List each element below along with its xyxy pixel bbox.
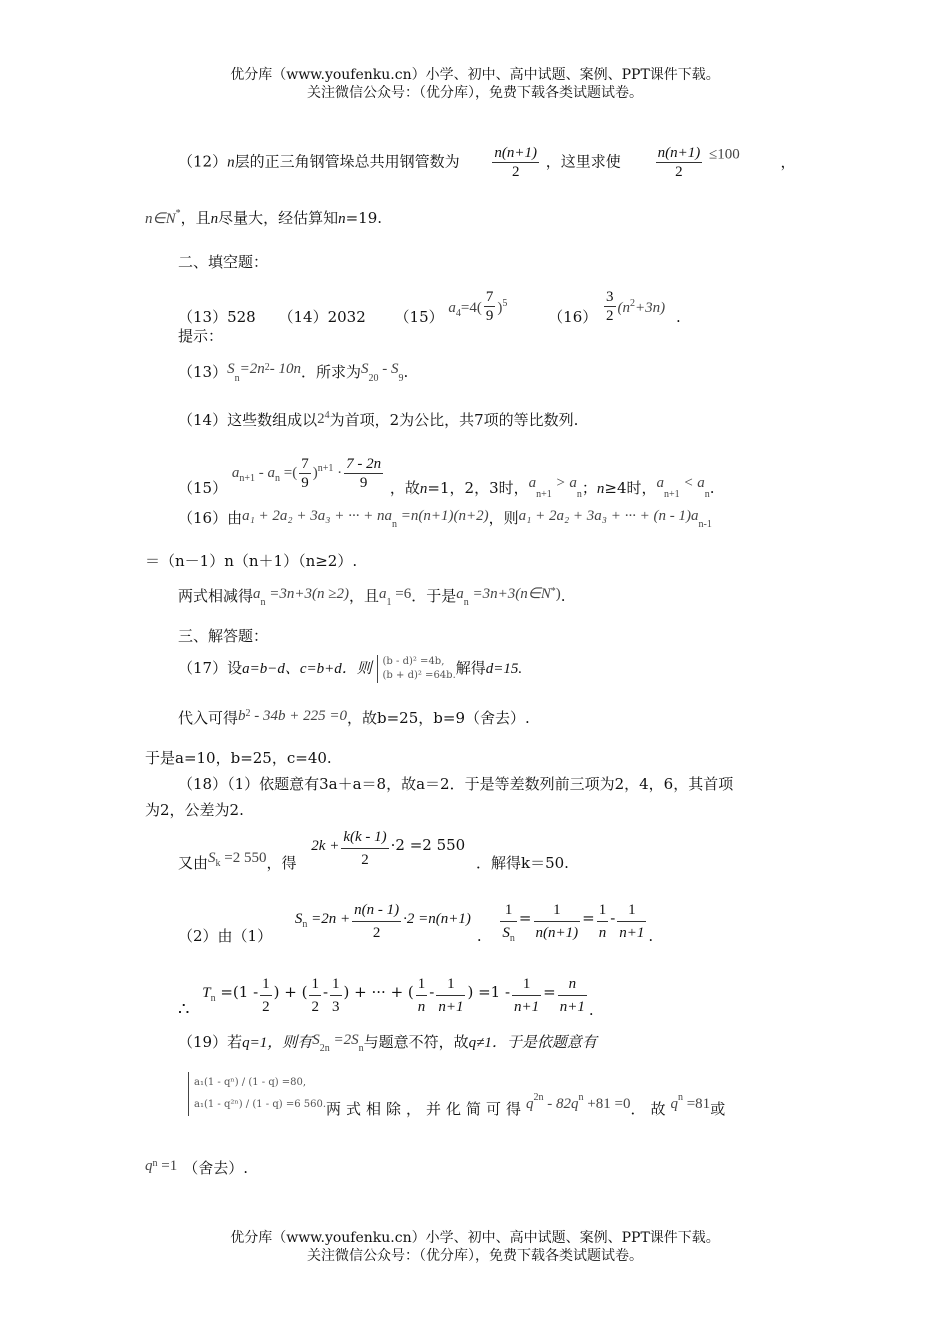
fraction: $\frac{7 - 2n}{9}$ bbox=[346, 456, 382, 491]
q18-T-sum: ∴ $T^n =(1$ - $\frac{1}{2}$ ) + ( $\frac{1}{2}$ - $\frac{1}{3}$ ) + ··· + ( $\frac{1}{n}$ - $\frac{1}{n+1}$ ) =1 - $\frac{1}{n+1}$ = $\frac{n}{n+1}$ . bbox=[178, 970, 594, 1018]
equation-system: a₁(1 - qⁿ) / (1 - q) =80, a₁(1 - q²ⁿ) / (1 - q) =6 560. bbox=[188, 1072, 326, 1116]
hint-16: （16）由a₁ + 2a₂ + 3a₃ + ··· + $na_n =n(n+1)(n+2)$，则a₁ + 2a₂ + 3a₃ + ··· + $(n - 1)a_{n-1}$ bbox=[178, 508, 712, 530]
q19-line-1: （19）若q=1，则有$S_{2n} =2S_n$与题意不符，故q≠1．于是依题意有 bbox=[178, 1032, 597, 1054]
problem-12-continued: n∈N*，且n尽量大，经估算知n=19. bbox=[145, 208, 383, 227]
header-line-2: 关注微信公众号：（优分库），免费下载各类试题试卷。 bbox=[307, 85, 643, 101]
fraction: $\frac{7}{9}$ bbox=[301, 456, 309, 491]
fraction: $\frac{k(k - 1)}{2}$ bbox=[341, 826, 388, 871]
fraction: $\frac{1}{2}$ bbox=[309, 973, 321, 1018]
q18-line-1: （18）（1）依题意有3a＋a＝8，故a＝2．于是等差数列前三项为2，4，6，其首项 bbox=[178, 775, 734, 793]
q18-sum-equation: 又由$S^k =2$ 550，得 2k + $\frac{k(k - 1)}{2}$ ·2 =2 550 ．解得k＝50. bbox=[178, 826, 569, 872]
fraction: $\frac{n(n+1)}{2}$ bbox=[494, 145, 538, 180]
footer-line-2: 关注微信公众号：（优分库），免费下载各类试题试卷。 bbox=[307, 1248, 643, 1264]
section-2-title: 二、填空题： bbox=[178, 253, 269, 271]
q17-final: 于是a=10，b=25，c=40. bbox=[145, 749, 332, 767]
hint-16-continued: ＝（n－1）n（n＋1）（n≥2）. bbox=[145, 552, 358, 570]
fraction: $\frac{n(n+1)}{2}$ bbox=[657, 145, 701, 180]
q17-line: （17）设a=b−d、c=b+d．则 (b - d)² =4b, (b + d)² =64b. 解得d=15. bbox=[178, 656, 523, 681]
fraction: $\frac{1}{S_n}$ bbox=[500, 899, 517, 950]
header-line-1: 优分库（www.youfenku.cn）小学、初中、高中试题、案例、PPT课件下载。 bbox=[230, 67, 720, 83]
hint-15: （15） $a^{n+1} - a^n$ =( $\frac{7}{9}$ )$^{n+1}$ · $\frac{7 - 2n}{9}$ ，故n=1，2，3时，$a_{n+1} > a_n$；n≥4时，$a_{n+1} < a_n$. bbox=[178, 456, 715, 500]
fraction: $\frac{1}{3}$ bbox=[330, 973, 342, 1018]
hint-title: 提示： bbox=[178, 327, 224, 345]
fill-answers-line: （13）528 （14）2032 （15） $a^4=4$( $\frac{7}{9}$ )$^5$ （16） $\frac{3}{2}$ $(n^2+3n)$ . bbox=[178, 289, 681, 326]
hint-16-subtract: 两式相减得$a_n =3n+3(n \ge 2)$，且$a_1 =6$．于是$a_n$ =3n+3(n∈N*). bbox=[178, 586, 566, 608]
fraction: $\frac{1}{n+1}$ bbox=[512, 973, 541, 1018]
problem-12-line: （12）n层的正三角钢管垛总共用钢管数为 $\frac{n(n+1)}{2}$ ，这里求使 $\frac{n(n+1)}{2}$ ≤100 ， bbox=[178, 145, 796, 180]
hint-13: $(13)S_n=2n^2-$ 10n．所求为$S_{20} - S_9$. bbox=[178, 361, 409, 384]
hint-14: （14）这些数组成以$2^4$为首项，2为公比，共7项的等比数列. bbox=[178, 410, 579, 429]
fraction: $\frac{3}{2}$ bbox=[606, 289, 614, 324]
fraction: $\frac{1}{n}$ bbox=[597, 899, 609, 944]
footer-line-1: 优分库（www.youfenku.cn）小学、初中、高中试题、案例、PPT课件下载。 bbox=[230, 1230, 720, 1246]
fraction: $\frac{1}{n(n+1)}$ bbox=[534, 899, 581, 944]
fraction: $\frac{1}{n+1}$ bbox=[436, 973, 465, 1018]
q18-line-2: 为2，公差为2. bbox=[145, 801, 244, 819]
fraction: $\frac{1}{2}$ bbox=[260, 973, 272, 1018]
fraction: $\frac{n}{n+1}$ bbox=[558, 973, 587, 1018]
fraction: $\frac{n(n - 1)}{2}$ bbox=[352, 899, 401, 944]
fraction: $\frac{1}{n}$ bbox=[416, 973, 428, 1018]
q18-part-2: （2）由（1） $S^n =2n$ + $\frac{n(n - 1)}{2}$ ·2 =n(n+1). $\frac{1}{S_n}$ = $\frac{1}{n(n+1)}$ = $\frac{1}{n}$ - $\frac{1}{n+1}$ . bbox=[178, 898, 653, 946]
q19-system: a₁(1 - qⁿ) / (1 - q) =80, a₁(1 - q²ⁿ) / (1 - q) =6 560. 两式相除，并化简可得$q_{2n} - 82q_n +81 =0$．故$q_n =81$或 bbox=[188, 1072, 725, 1128]
section-3-title: 三、解答题： bbox=[178, 627, 269, 645]
fraction: $\frac{7}{9}$ bbox=[485, 289, 494, 324]
equation-system: (b - d)² =4b, (b + d)² =64b. bbox=[377, 655, 456, 683]
fraction: $\frac{1}{n+1}$ bbox=[617, 899, 646, 944]
q19-line-3: $q^n =1$ （舍去）. bbox=[145, 1158, 248, 1177]
q17-substitute: 代入可得$b^2 - 34b + 225 =0$，故b=25，b=9（舍去）. bbox=[178, 708, 530, 727]
